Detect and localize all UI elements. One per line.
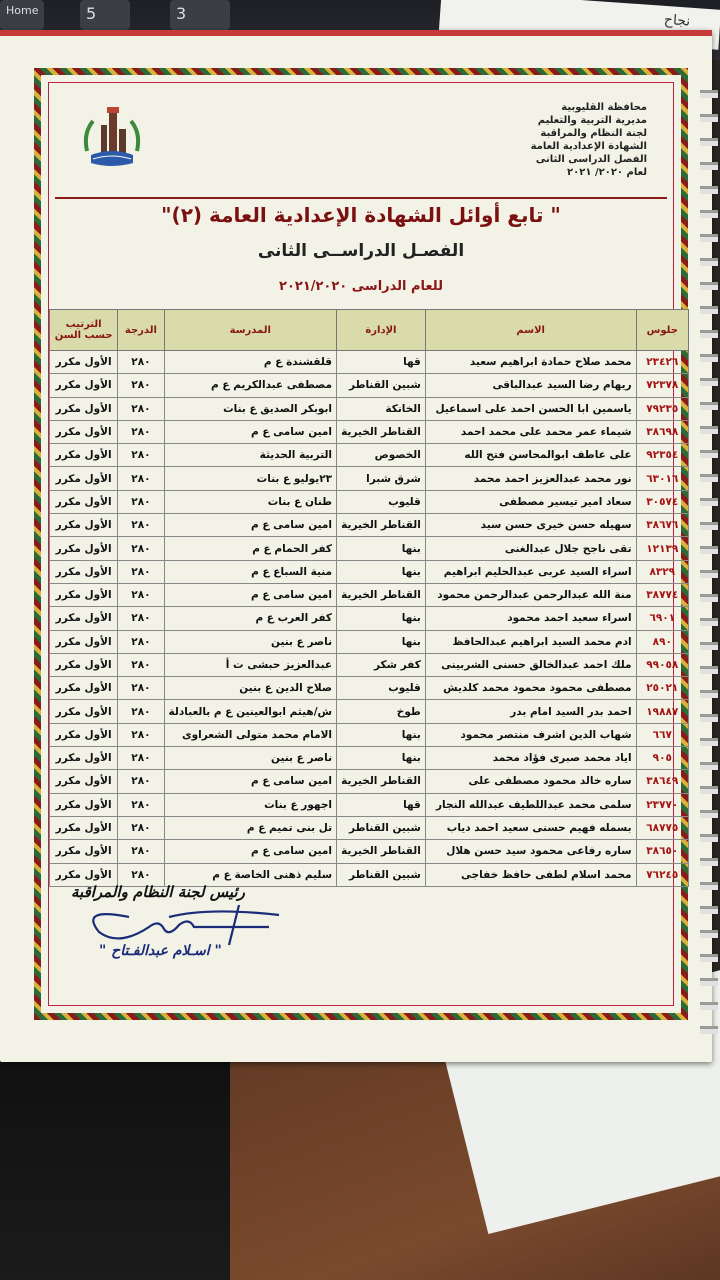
table-row [50, 467, 689, 490]
seat-number-cell: ٧٢٣٧٨ [636, 374, 688, 397]
administration-cell: القناطر الخيرية [337, 770, 426, 793]
grade-cell: ٢٨٠ [118, 793, 164, 816]
table-row [50, 816, 689, 839]
school-name-cell: منية السباع ع م [164, 560, 336, 583]
seat-number-cell: ٩٢٣٥٤ [636, 444, 688, 467]
rank-cell: الأول مكرر [50, 351, 118, 374]
table-row [50, 514, 689, 537]
school-name-cell: عبدالعزيز حبشى ت أ [164, 653, 336, 676]
school-name-cell: صلاح الدين ع بنين [164, 677, 336, 700]
seat-number-cell: ٢٣٤٢٦ [636, 351, 688, 374]
header-rank: الترتيب حسب السن [50, 310, 118, 351]
school-name-cell: ابوبكر الصديق ع بنات [164, 397, 336, 420]
header-seat: جلوس [636, 310, 688, 351]
seat-number-cell: ٢٣٧٧٠ [636, 793, 688, 816]
rank-cell: الأول مكرر [50, 747, 118, 770]
header-name: الاسم [425, 310, 636, 351]
header-line: الشهادة الإعدادية العامة [530, 141, 647, 152]
year-title: للعام الدراسى ٢٠٢١/٢٠٢٠ [279, 279, 443, 294]
rank-cell: الأول مكرر [50, 467, 118, 490]
school-name-cell: امين سامى ع م [164, 770, 336, 793]
seat-number-cell: ٩٩٠٥٨ [636, 653, 688, 676]
seat-number-cell: ٣٨٧٧٤ [636, 583, 688, 606]
student-name-cell: محمد اسلام لطفى حافظ خفاجى [425, 863, 636, 886]
rank-cell: الأول مكرر [50, 607, 118, 630]
student-name-cell: اياد محمد صبرى فؤاد محمد [425, 747, 636, 770]
grade-cell: ٢٨٠ [118, 700, 164, 723]
document-content [48, 82, 679, 1006]
table-row [50, 793, 689, 816]
seat-number-cell: ٨٩٠ [636, 630, 688, 653]
seat-number-cell: ٣٨٦٤٩ [636, 770, 688, 793]
school-name-cell: التربية الحديثة [164, 444, 336, 467]
student-name-cell: احمد بدر السيد امام بدر [425, 700, 636, 723]
keyboard-key: Home [0, 0, 44, 30]
grade-cell: ٢٨٠ [118, 583, 164, 606]
administration-cell: القناطر الخيرية [337, 840, 426, 863]
rank-cell: الأول مكرر [50, 444, 118, 467]
table-row [50, 770, 689, 793]
rank-cell: الأول مكرر [50, 793, 118, 816]
dark-desk-object [0, 1055, 230, 1280]
grade-cell: ٢٨٠ [118, 537, 164, 560]
student-name-cell: ساره رفاعى محمود سيد حسن هلال [425, 840, 636, 863]
grade-cell: ٢٨٠ [118, 420, 164, 443]
school-name-cell: كفر الحمام ع م [164, 537, 336, 560]
student-name-cell: اسراء سعيد احمد محمود [425, 607, 636, 630]
seat-number-cell: ١٩٨٨٧ [636, 700, 688, 723]
header-line: مديرية التربية والتعليم [537, 115, 647, 126]
administration-cell: الخانكة [337, 397, 426, 420]
rank-cell: الأول مكرر [50, 677, 118, 700]
student-name-cell: سعاد امير تيسير مصطفى [425, 490, 636, 513]
table-header-row [50, 310, 689, 351]
issuer-header [427, 101, 647, 179]
administration-cell: بنها [337, 630, 426, 653]
rank-cell: الأول مكرر [50, 374, 118, 397]
table-row [50, 653, 689, 676]
keyboard-key: 5 [80, 0, 130, 30]
student-name-cell: شيماء عمر محمد على محمد احمد [425, 420, 636, 443]
student-name-cell: تقى ناجح جلال عبدالغنى [425, 537, 636, 560]
student-name-cell: ياسمين ابا الحسن احمد على اسماعيل [425, 397, 636, 420]
grade-cell: ٢٨٠ [118, 770, 164, 793]
rank-cell: الأول مكرر [50, 583, 118, 606]
rank-cell: الأول مكرر [50, 537, 118, 560]
grade-cell: ٢٨٠ [118, 653, 164, 676]
rank-cell: الأول مكرر [50, 420, 118, 443]
rank-cell: الأول مكرر [50, 723, 118, 746]
table-row [50, 840, 689, 863]
rank-cell: الأول مكرر [50, 490, 118, 513]
student-name-cell: اسراء السيد عربى عبدالحليم ابراهيم [425, 560, 636, 583]
results-table [49, 309, 689, 887]
grade-cell: ٢٨٠ [118, 863, 164, 886]
school-name-cell: قلقشندة ع م [164, 351, 336, 374]
rank-cell: الأول مكرر [50, 770, 118, 793]
keyboard-key: 3 [170, 0, 230, 30]
student-name-cell: منة الله عبدالرحمن عبدالرحمن محمود [425, 583, 636, 606]
administration-cell: بنها [337, 560, 426, 583]
rank-cell: الأول مكرر [50, 863, 118, 886]
administration-cell: بنها [337, 747, 426, 770]
table-row [50, 630, 689, 653]
administration-cell: الخصوص [337, 444, 426, 467]
table-row [50, 351, 689, 374]
signatory-name: " اسـلام عبدالفـتاح " [99, 943, 222, 959]
term-title: الفصـل الدراســى الثانى [257, 241, 465, 261]
seat-number-cell: ٨٣٢٩ [636, 560, 688, 583]
school-name-cell: سليم ذهنى الخاصة ع م [164, 863, 336, 886]
rank-cell: الأول مكرر [50, 560, 118, 583]
seat-number-cell: ٦٩٠١ [636, 607, 688, 630]
grade-cell: ٢٨٠ [118, 747, 164, 770]
administration-cell: قها [337, 793, 426, 816]
header-line: لعام ٢٠٢٠/ ٢٠٢١ [567, 167, 647, 178]
school-name-cell: ٢٣يوليو ع بنات [164, 467, 336, 490]
administration-cell: بنها [337, 723, 426, 746]
student-name-cell: على عاطف ابوالمحاسن فتح الله [425, 444, 636, 467]
student-name-cell: ملك احمد عبدالخالق حسنى الشربينى [425, 653, 636, 676]
table-row [50, 444, 689, 467]
student-name-cell: مصطفى محمود محمود محمد كلديش [425, 677, 636, 700]
administration-cell: قها [337, 351, 426, 374]
spiral-binding [700, 90, 718, 1050]
grade-cell: ٢٨٠ [118, 351, 164, 374]
table-row [50, 583, 689, 606]
table-row [50, 397, 689, 420]
school-name-cell: امين سامى ع م [164, 420, 336, 443]
grade-cell: ٢٨٠ [118, 467, 164, 490]
school-name-cell: الامام محمد متولى الشعراوى [164, 723, 336, 746]
rank-cell: الأول مكرر [50, 630, 118, 653]
seat-number-cell: ١٢١٣٩ [636, 537, 688, 560]
table-row [50, 723, 689, 746]
grade-cell: ٢٨٠ [118, 444, 164, 467]
school-name-cell: تل بنى تميم ع م [164, 816, 336, 839]
header-grade: الدرجة [118, 310, 164, 351]
grade-cell: ٢٨٠ [118, 514, 164, 537]
seat-number-cell: ٧٩٢٣٥ [636, 397, 688, 420]
administration-cell: بنها [337, 537, 426, 560]
administration-cell: القناطر الخيرية [337, 514, 426, 537]
school-name-cell: كفر العرب ع م [164, 607, 336, 630]
administration-cell: القناطر الخيرية [337, 583, 426, 606]
header-admin: الإدارة [337, 310, 426, 351]
grade-cell: ٢٨٠ [118, 723, 164, 746]
grade-cell: ٢٨٠ [118, 560, 164, 583]
table-row [50, 607, 689, 630]
student-name-cell: محمد صلاح حمادة ابراهيم سعيد [425, 351, 636, 374]
table-row [50, 420, 689, 443]
administration-cell: القناطر الخيرية [337, 420, 426, 443]
background-paper-text: نجاح [663, 11, 691, 30]
rank-cell: الأول مكرر [50, 840, 118, 863]
student-name-cell: ريهام رضا السيد عبدالباقى [425, 374, 636, 397]
header-line: الفصل الدراسى الثانى [535, 154, 647, 165]
school-name-cell: امين سامى ع م [164, 514, 336, 537]
seat-number-cell: ٩٠٥ [636, 747, 688, 770]
rank-cell: الأول مكرر [50, 514, 118, 537]
rank-cell: الأول مكرر [50, 816, 118, 839]
table-row [50, 560, 689, 583]
header-line: محافظة القليوبية [561, 102, 647, 113]
seat-number-cell: ٢٥٠٢١ [636, 677, 688, 700]
table-row [50, 490, 689, 513]
student-name-cell: سهيله حسن خيرى حسن سيد [425, 514, 636, 537]
seat-number-cell: ٣٨٦٩٨ [636, 420, 688, 443]
seat-number-cell: ٦٨٧٧٥ [636, 816, 688, 839]
administration-cell: بنها [337, 607, 426, 630]
grade-cell: ٢٨٠ [118, 630, 164, 653]
table-row [50, 700, 689, 723]
administration-cell: شبين القناطر [337, 816, 426, 839]
seat-number-cell: ٧٦٢٤٥ [636, 863, 688, 886]
school-name-cell: امين سامى ع م [164, 840, 336, 863]
table-row [50, 374, 689, 397]
student-name-cell: ساره خالد محمود مصطفى على [425, 770, 636, 793]
signature-title: رئيس لجنة النظام والمراقبة [71, 883, 245, 901]
grade-cell: ٢٨٠ [118, 397, 164, 420]
decorative-frame [34, 68, 688, 1020]
school-name-cell: ناصر ع بنين [164, 630, 336, 653]
seat-number-cell: ٣٨٦٧٦ [636, 514, 688, 537]
rank-cell: الأول مكرر [50, 700, 118, 723]
administration-cell: قليوب [337, 490, 426, 513]
administration-cell: كفر شكر [337, 653, 426, 676]
grade-cell: ٢٨٠ [118, 607, 164, 630]
school-name-cell: ناصر ع بنين [164, 747, 336, 770]
header-divider [55, 197, 667, 199]
seat-number-cell: ٣٨٦٥٠ [636, 840, 688, 863]
administration-cell: طوخ [337, 700, 426, 723]
administration-cell: شرق شبرا [337, 467, 426, 490]
school-name-cell: ش/هيثم ابوالعينين ع م بالعبادلة [164, 700, 336, 723]
school-name-cell: اجهور ع بنات [164, 793, 336, 816]
student-name-cell: بسمله فهيم حسنى سعيد احمد دياب [425, 816, 636, 839]
rank-cell: الأول مكرر [50, 653, 118, 676]
student-name-cell: نور محمد عبدالعزيز احمد محمد [425, 467, 636, 490]
governorate-logo-icon [81, 103, 143, 171]
grade-cell: ٢٨٠ [118, 816, 164, 839]
seat-number-cell: ٦٦٧ [636, 723, 688, 746]
school-name-cell: مصطفى عبدالكريم ع م [164, 374, 336, 397]
grade-cell: ٢٨٠ [118, 490, 164, 513]
document-sheet [0, 30, 712, 1062]
table-row [50, 537, 689, 560]
student-name-cell: سلمى محمد عبداللطيف عبدالله النجار [425, 793, 636, 816]
header-line: لجنة النظام والمراقبة [540, 128, 647, 139]
header-school: المدرسة [164, 310, 336, 351]
administration-cell: شبين القناطر [337, 863, 426, 886]
student-name-cell: شهاب الدين اشرف منتصر محمود [425, 723, 636, 746]
rank-cell: الأول مكرر [50, 397, 118, 420]
administration-cell: شبين القناطر [337, 374, 426, 397]
grade-cell: ٢٨٠ [118, 840, 164, 863]
grade-cell: ٢٨٠ [118, 677, 164, 700]
student-name-cell: ادم محمد السيد ابراهيم عبدالحافظ [425, 630, 636, 653]
table-row [50, 677, 689, 700]
document-title: " تابع أوائل الشهادة الإعدادية العامة (٢)" [161, 203, 561, 227]
seat-number-cell: ٦٣٠١٦ [636, 467, 688, 490]
school-name-cell: امين سامى ع م [164, 583, 336, 606]
administration-cell: قليوب [337, 677, 426, 700]
seat-number-cell: ٣٠٥٧٤ [636, 490, 688, 513]
school-name-cell: طنان ع بنات [164, 490, 336, 513]
table-row [50, 747, 689, 770]
grade-cell: ٢٨٠ [118, 374, 164, 397]
